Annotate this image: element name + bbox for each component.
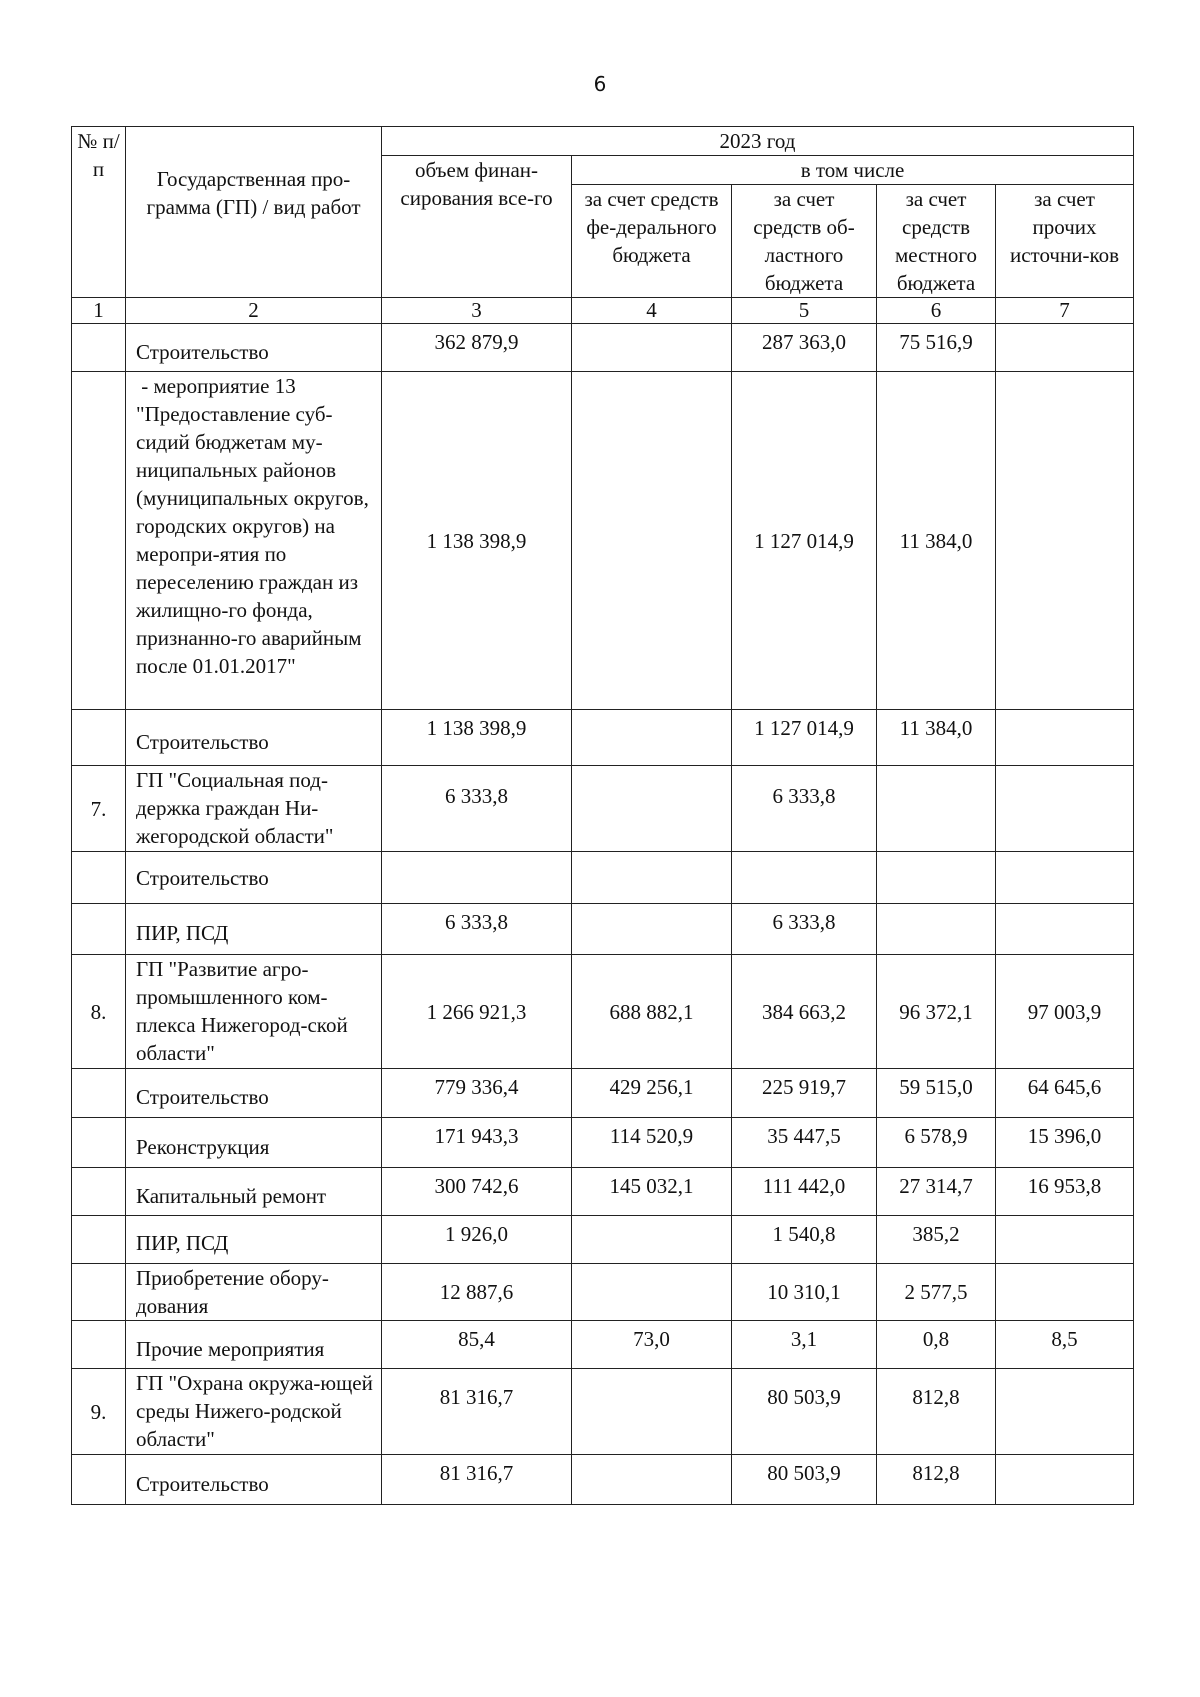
cell-regional: 3,1 (732, 1321, 877, 1369)
cell-total: 1 266 921,3 (382, 955, 572, 1069)
cell-total: 362 879,9 (382, 324, 572, 372)
header-including: в том числе (572, 156, 1134, 185)
row-number: 9. (72, 1369, 126, 1455)
cell-regional: 1 127 014,9 (732, 372, 877, 710)
row-number: 7. (72, 766, 126, 852)
table-row (72, 1455, 1134, 1505)
cell-local (877, 766, 996, 852)
cell-regional: 1 127 014,9 (732, 710, 877, 766)
row-number (72, 1069, 126, 1118)
cell-federal (572, 710, 732, 766)
cell-local: 59 515,0 (877, 1069, 996, 1118)
cell-federal (572, 852, 732, 904)
cell-other (996, 324, 1134, 372)
cell-regional: 80 503,9 (732, 1455, 877, 1505)
cell-federal (572, 1455, 732, 1505)
cell-regional: 384 663,2 (732, 955, 877, 1069)
cell-other: 8,5 (996, 1321, 1134, 1369)
cell-regional: 1 540,8 (732, 1216, 877, 1264)
cell-regional: 287 363,0 (732, 324, 877, 372)
cell-other (996, 1216, 1134, 1264)
cell-local: 27 314,7 (877, 1168, 996, 1216)
row-name: ПИР, ПСД (126, 904, 382, 955)
column-number: 5 (732, 298, 877, 324)
cell-other: 97 003,9 (996, 955, 1134, 1069)
row-name: ГП "Охрана окружа-ющей среды Нижего-родской области" (126, 1369, 382, 1455)
row-number (72, 324, 126, 372)
cell-regional: 6 333,8 (732, 766, 877, 852)
header-federal: за счет средств фе-дерального бюджета (572, 185, 732, 298)
cell-other: 16 953,8 (996, 1168, 1134, 1216)
cell-regional: 80 503,9 (732, 1369, 877, 1455)
cell-local: 0,8 (877, 1321, 996, 1369)
row-name: Строительство (126, 710, 382, 766)
table-row (72, 1264, 1134, 1321)
cell-other (996, 1369, 1134, 1455)
header-year: 2023 год (382, 127, 1134, 156)
cell-federal: 688 882,1 (572, 955, 732, 1069)
row-number (72, 904, 126, 955)
cell-federal (572, 904, 732, 955)
table-row (72, 324, 1134, 372)
cell-local: 75 516,9 (877, 324, 996, 372)
header-regional: за счет средств об-ластного бюджета (732, 185, 877, 298)
table-row (72, 710, 1134, 766)
table-row (72, 1321, 1134, 1369)
cell-total: 1 926,0 (382, 1216, 572, 1264)
cell-other: 64 645,6 (996, 1069, 1134, 1118)
row-number (72, 1264, 126, 1321)
row-number (72, 1455, 126, 1505)
header-no: № п/ п (72, 127, 126, 298)
row-name: Строительство (126, 1069, 382, 1118)
row-number (72, 1118, 126, 1168)
budget-table (71, 126, 1134, 1505)
cell-total: 171 943,3 (382, 1118, 572, 1168)
page-number: 6 (593, 72, 607, 96)
table-row (72, 1216, 1134, 1264)
row-number (72, 372, 126, 710)
cell-federal (572, 1216, 732, 1264)
cell-local: 385,2 (877, 1216, 996, 1264)
cell-total: 300 742,6 (382, 1168, 572, 1216)
cell-total: 12 887,6 (382, 1264, 572, 1321)
cell-federal: 145 032,1 (572, 1168, 732, 1216)
cell-local (877, 852, 996, 904)
cell-other (996, 1455, 1134, 1505)
header-local: за счет средств местного бюджета (877, 185, 996, 298)
cell-local: 96 372,1 (877, 955, 996, 1069)
column-number: 2 (126, 298, 382, 324)
table-row (72, 766, 1134, 852)
cell-federal (572, 372, 732, 710)
cell-other (996, 710, 1134, 766)
cell-total: 6 333,8 (382, 904, 572, 955)
table-row (72, 1369, 1134, 1455)
row-number (72, 1168, 126, 1216)
row-name: Строительство (126, 852, 382, 904)
cell-regional: 10 310,1 (732, 1264, 877, 1321)
cell-federal (572, 324, 732, 372)
cell-total (382, 852, 572, 904)
cell-federal: 429 256,1 (572, 1069, 732, 1118)
row-name: - мероприятие 13 "Предоставление суб-сидий бюджетам му-ниципальных районов (муниципальных округов, городских округов) на меропри-ятия по переселению граждан из жилищно-го фонда, признанно-го аварийным после 01.01.2017" (126, 372, 382, 710)
table-row (72, 852, 1134, 904)
cell-total: 85,4 (382, 1321, 572, 1369)
cell-total: 81 316,7 (382, 1369, 572, 1455)
column-number-row (72, 298, 1134, 324)
cell-local (877, 904, 996, 955)
table-row (72, 955, 1134, 1069)
cell-other (996, 1264, 1134, 1321)
column-number: 1 (72, 298, 126, 324)
cell-total: 1 138 398,9 (382, 372, 572, 710)
row-name: ПИР, ПСД (126, 1216, 382, 1264)
cell-regional (732, 852, 877, 904)
row-number (72, 1321, 126, 1369)
cell-other (996, 372, 1134, 710)
row-name: Капитальный ремонт (126, 1168, 382, 1216)
cell-regional: 225 919,7 (732, 1069, 877, 1118)
cell-local: 6 578,9 (877, 1118, 996, 1168)
cell-total: 1 138 398,9 (382, 710, 572, 766)
cell-local: 812,8 (877, 1455, 996, 1505)
cell-regional: 35 447,5 (732, 1118, 877, 1168)
row-name: Строительство (126, 1455, 382, 1505)
row-name: ГП "Развитие агро-промышленного ком-плекса Нижегород-ской области" (126, 955, 382, 1069)
cell-federal (572, 1264, 732, 1321)
row-number (72, 852, 126, 904)
cell-local: 812,8 (877, 1369, 996, 1455)
cell-federal: 73,0 (572, 1321, 732, 1369)
cell-local: 11 384,0 (877, 372, 996, 710)
cell-total: 6 333,8 (382, 766, 572, 852)
cell-regional: 6 333,8 (732, 904, 877, 955)
table-row (72, 1069, 1134, 1118)
row-name: Прочие мероприятия (126, 1321, 382, 1369)
cell-regional: 111 442,0 (732, 1168, 877, 1216)
column-number: 4 (572, 298, 732, 324)
column-number: 6 (877, 298, 996, 324)
cell-total: 81 316,7 (382, 1455, 572, 1505)
cell-total: 779 336,4 (382, 1069, 572, 1118)
row-number: 8. (72, 955, 126, 1069)
row-name: Приобретение обору-дования (126, 1264, 382, 1321)
cell-local: 2 577,5 (877, 1264, 996, 1321)
table-row (72, 372, 1134, 710)
cell-other: 15 396,0 (996, 1118, 1134, 1168)
column-number: 7 (996, 298, 1134, 324)
row-name: ГП "Социальная под-держка граждан Ни-жегородской области" (126, 766, 382, 852)
table-row (72, 904, 1134, 955)
table-row (72, 1168, 1134, 1216)
cell-local: 11 384,0 (877, 710, 996, 766)
row-number (72, 710, 126, 766)
cell-federal (572, 766, 732, 852)
column-number: 3 (382, 298, 572, 324)
row-number (72, 1216, 126, 1264)
cell-federal (572, 1369, 732, 1455)
row-name: Строительство (126, 324, 382, 372)
header-other: за счет прочих источни-ков (996, 185, 1134, 298)
cell-other (996, 852, 1134, 904)
header-total: объем финан-сирования все-го (382, 156, 572, 298)
cell-other (996, 766, 1134, 852)
cell-other (996, 904, 1134, 955)
row-name: Реконструкция (126, 1118, 382, 1168)
header-program: Государственная про-грамма (ГП) / вид работ (126, 127, 382, 298)
cell-federal: 114 520,9 (572, 1118, 732, 1168)
table-row (72, 1118, 1134, 1168)
